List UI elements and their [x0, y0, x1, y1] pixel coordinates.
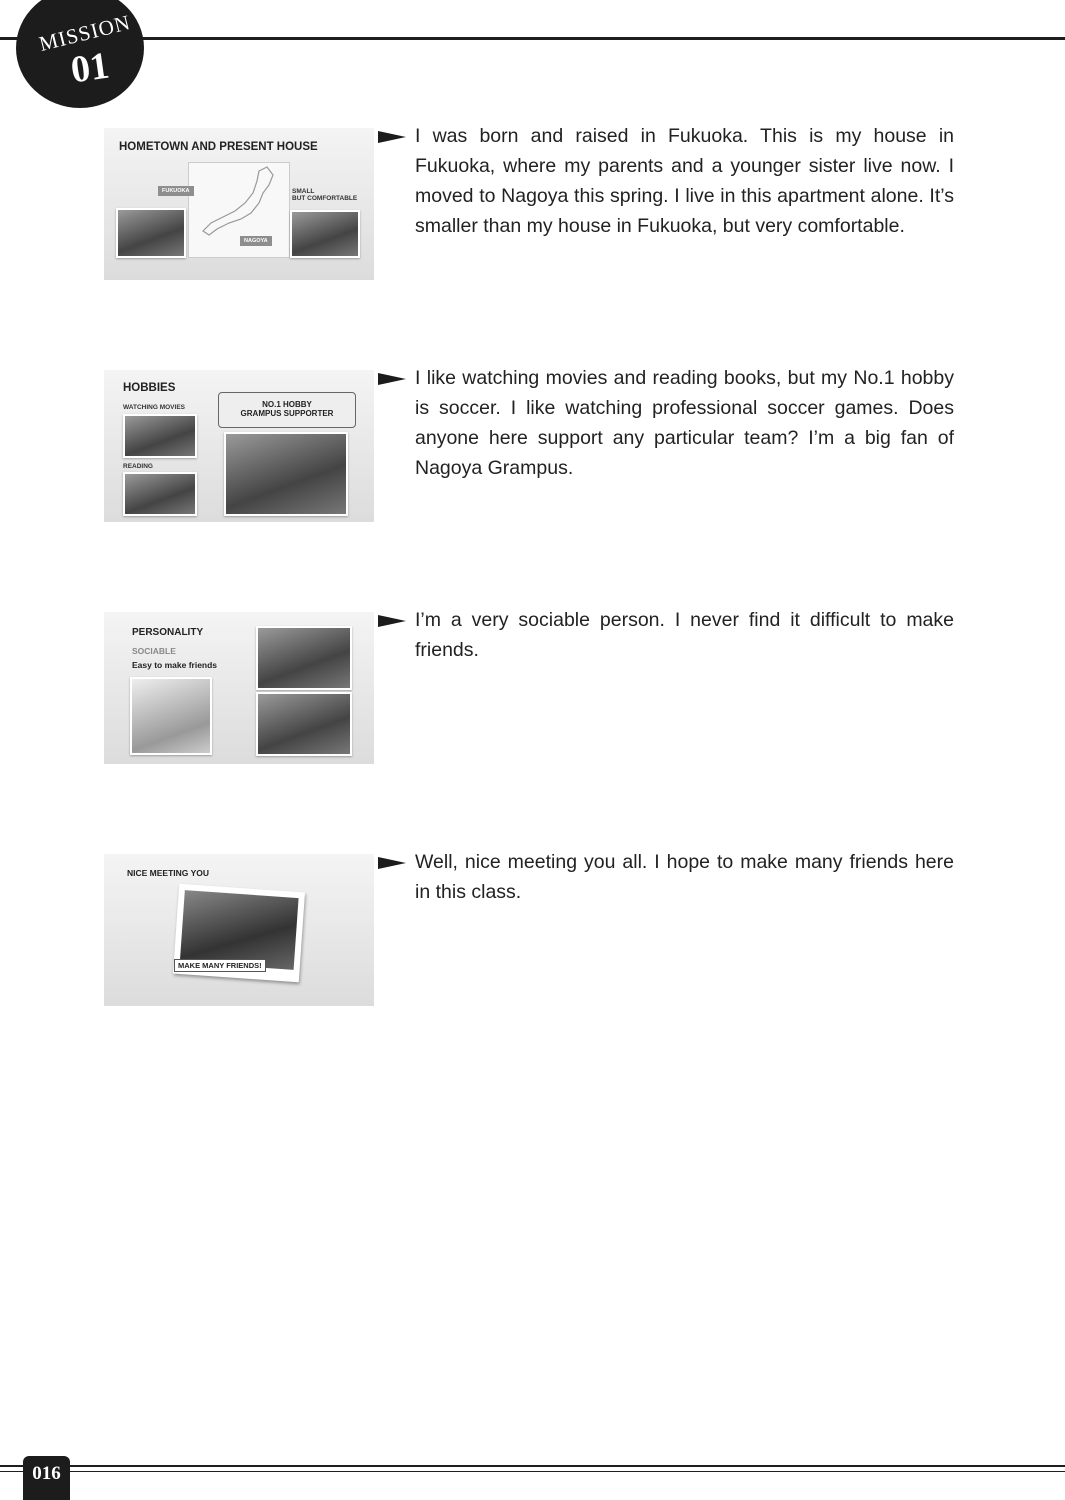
label-friends: MAKE MANY FRIENDS! [174, 959, 266, 972]
mission-badge [16, 0, 144, 108]
label-fukuoka: FUKUOKA [158, 186, 194, 196]
label-reading: READING [123, 463, 153, 470]
japan-map [188, 162, 290, 258]
stadium-photo [224, 432, 348, 516]
label-sociable: SOCIABLE [132, 646, 176, 656]
label-hobby1: NO.1 HOBBY [262, 400, 312, 409]
footer-rule-thin [0, 1471, 1065, 1472]
mission-number: 01 [68, 44, 112, 92]
footer-rule [0, 1465, 1065, 1467]
house-photo [116, 208, 186, 258]
page-number: 016 [23, 1456, 70, 1500]
header-rule [0, 37, 1065, 40]
slide-nice-meeting [104, 854, 374, 1006]
label-small: SMALL [292, 188, 315, 195]
slide-personality [104, 612, 374, 764]
group-photo [256, 692, 352, 756]
paragraph-hobbies: I like watching movies and reading books, but my No.1 hobby is soccer. I like watching professional soccer games. Does anyone here support any particular team? I’m a big fan of Nagoya Grampus. [415, 367, 954, 479]
slide-title: NICE MEETING YOU [127, 868, 210, 878]
arrow-icon [378, 371, 406, 387]
slide-title: PERSONALITY [132, 627, 204, 638]
theater-photo [123, 414, 197, 458]
slide-title: HOBBIES [123, 382, 176, 394]
label-comfortable: BUT COMFORTABLE [292, 195, 358, 202]
paragraph-personality: I’m a very sociable person. I never find it difficult to make friends. [415, 609, 954, 661]
label-hobby2: GRAMPUS SUPPORTER [240, 409, 334, 418]
slide-hobbies [104, 370, 374, 522]
label-nagoya: NAGOYA [240, 236, 272, 246]
paragraph-hometown: I was born and raised in Fukuoka. This is my house in Fukuoka, where my parents and a younger sister live now. I moved to Nagoya this spring. I live in this apartment alone. It’s smaller than my house in Fukuoka, but very comfortable. [415, 125, 954, 237]
label-movies: WATCHING MOVIES [123, 404, 185, 411]
slide-title: HOMETOWN AND PRESENT HOUSE [119, 141, 318, 153]
paragraph-nice-meeting: Well, nice meeting you all. I hope to make many friends here in this class. [415, 851, 954, 903]
mission-label: MISSION [36, 10, 134, 56]
hobby-box [218, 392, 356, 428]
slide-hometown [104, 128, 374, 280]
apartment-photo [290, 210, 360, 258]
books-photo [123, 472, 197, 516]
arrow-icon [378, 613, 406, 629]
portrait-photo [130, 677, 212, 755]
arrow-icon [378, 855, 406, 871]
friends-photo [256, 626, 352, 690]
label-easy: Easy to make friends [132, 660, 218, 670]
arrow-icon [378, 129, 406, 145]
